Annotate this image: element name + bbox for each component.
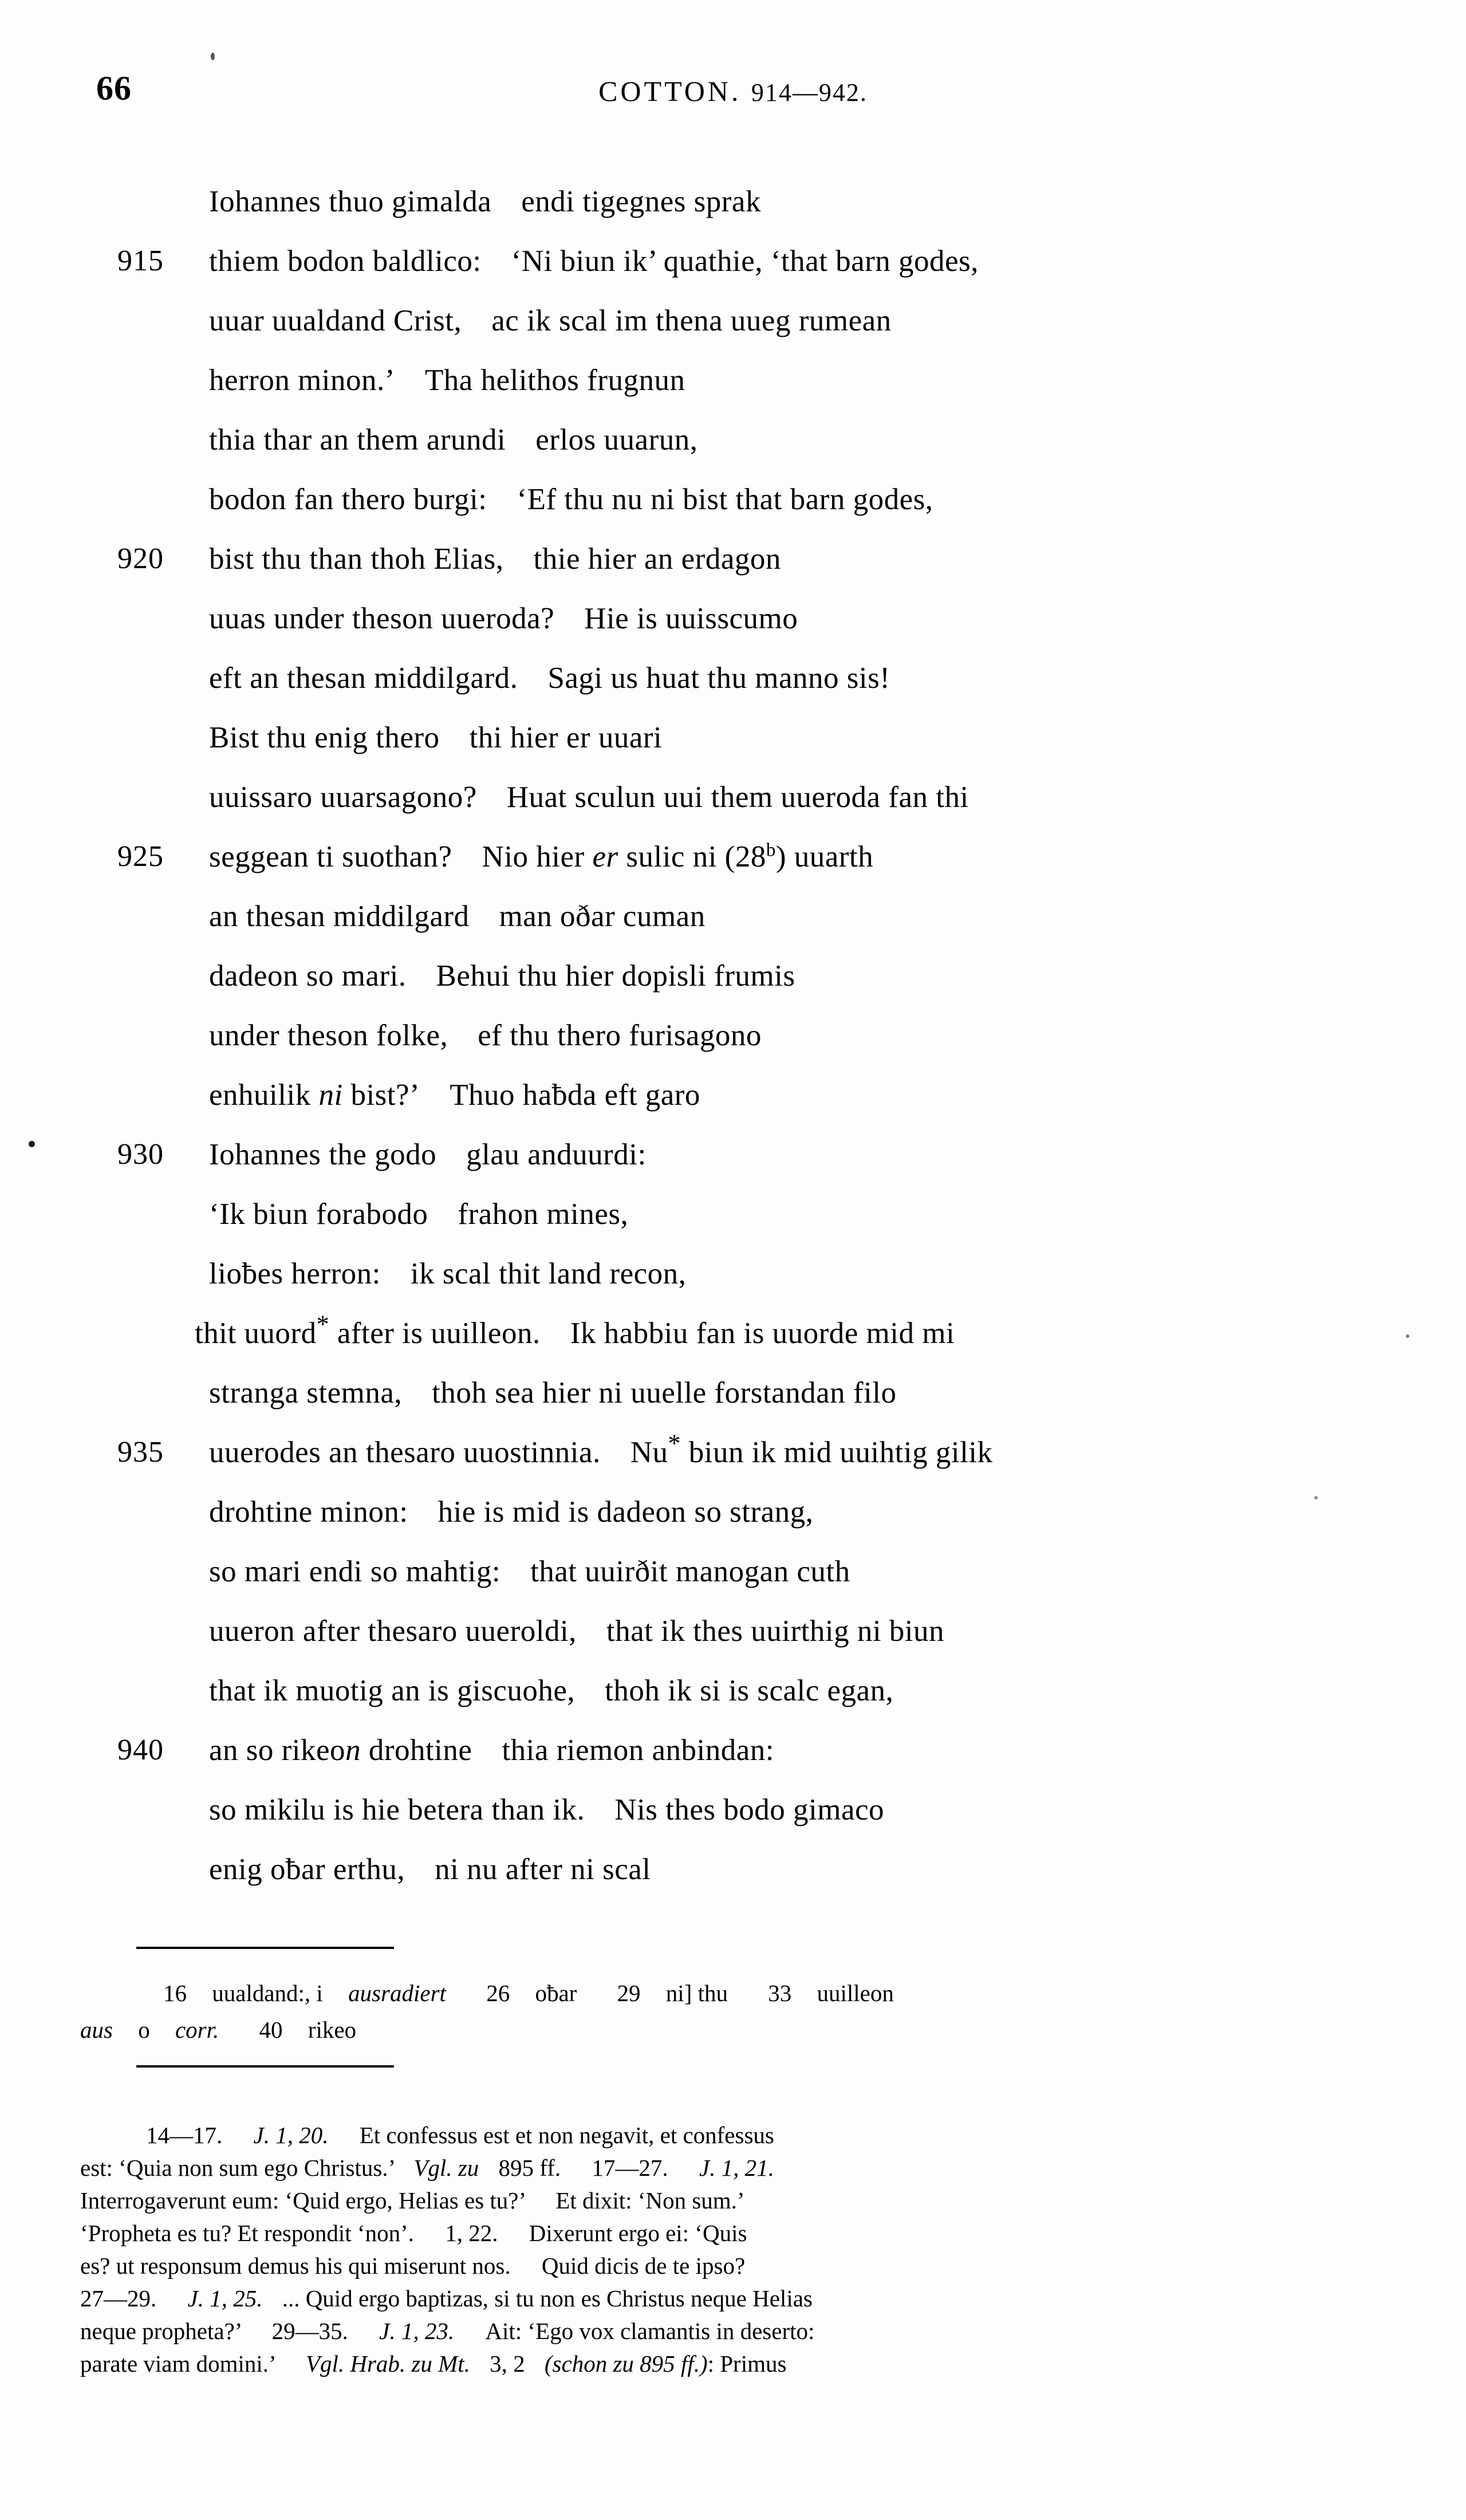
- verse-text: [209, 1006, 762, 1065]
- verse-half-a: thiem bodon baldlico:: [209, 245, 482, 278]
- commentary-line-6: [80, 2282, 1400, 2315]
- verse-line: [0, 767, 1466, 827]
- verse-line: [0, 887, 1466, 946]
- verse-half-a: drohtine minon:: [209, 1495, 408, 1529]
- verse-text: [209, 1720, 774, 1780]
- verse-text: [209, 946, 795, 1006]
- verse-half-b: Huat sculun uui them uueroda fan thi: [506, 781, 969, 814]
- verse-text: [209, 1661, 893, 1720]
- commentary-line-8: [80, 2348, 1400, 2380]
- verse-text: [209, 291, 892, 351]
- verse-text: [209, 351, 685, 410]
- commentary-latin-text-5: es? ut responsum demus his qui miserunt nos.: [80, 2253, 511, 2279]
- verse-half-a: so mari endi so mahtig:: [209, 1555, 501, 1588]
- verse-half-b: ‘Ef thu nu ni bist that barn godes,: [517, 483, 933, 516]
- verse-half-a: eft an thesan middilgard.: [209, 662, 518, 695]
- textual-apparatus: [80, 1975, 1397, 2048]
- verse-half-a: under theson folke,: [209, 1019, 448, 1052]
- verse-line: [0, 1601, 1466, 1661]
- commentary-divider-rule: [136, 2065, 394, 2068]
- verse-half-b: thie hier an erdagon: [533, 542, 781, 576]
- verse-line: [0, 1125, 1466, 1184]
- verse-half-a: Bist thu enig thero: [209, 721, 440, 754]
- verse-line: [0, 529, 1466, 589]
- commentary-schon-zu: (schon zu 895 ff.): [544, 2350, 708, 2377]
- verse-half-b: man oðar cuman: [499, 900, 706, 933]
- verse-half-b: ‘Ni biun ik’ quathie, ‘that barn godes,: [511, 245, 979, 278]
- commentary-latin-text-1: Et confessus est et non negavit, et confessus: [359, 2122, 774, 2148]
- verse-line: [0, 708, 1466, 767]
- verse-half-b: thoh ik si is scalc egan,: [605, 1674, 894, 1707]
- commentary-latin-text-4: ‘Propheta es tu? Et respondit ‘non’.: [80, 2220, 414, 2246]
- verse-line: [0, 1244, 1466, 1304]
- apparatus-note-aus: aus: [80, 2017, 113, 2043]
- commentary-vgl-ref: [499, 2155, 561, 2181]
- verse-line: [0, 648, 1466, 708]
- verse-half-a: thia thar an them arundi: [209, 423, 506, 456]
- verse-text: [209, 1482, 813, 1542]
- verse-half-a: an so rikeon drohtine: [209, 1734, 472, 1767]
- commentary-verse-ref-29-35: 29—35.: [271, 2318, 348, 2344]
- scan-speck-top: [211, 53, 215, 60]
- verse-line: [0, 1006, 1466, 1065]
- verse-half-a: uuar uualdand Crist,: [209, 304, 462, 337]
- verse-line: [0, 1482, 1466, 1542]
- commentary-verse-ref-27-29: 27—29.: [80, 2285, 157, 2312]
- apparatus-lemma-33: 33: [768, 1980, 792, 2006]
- verse-half-b: ni nu after ni scal: [435, 1853, 651, 1886]
- apparatus-line-2: [80, 2011, 1397, 2048]
- commentary-line-5: [80, 2250, 1400, 2282]
- verse-text: [209, 1065, 700, 1125]
- verse-half-a: thit uuord* after is uuilleon.: [195, 1310, 541, 1350]
- verse-half-b: Sagi us huat thu manno sis!: [547, 662, 890, 695]
- verse-line: [0, 1720, 1466, 1780]
- verse-line: [0, 1184, 1466, 1244]
- verse-text: [209, 767, 969, 827]
- apparatus-reading-16: uualdand:, i: [212, 1980, 323, 2006]
- verse-half-a: enhuilik ni bist?’: [209, 1078, 420, 1112]
- commentary-latin-text-3: Interrogaverunt eum: ‘Quid ergo, Helias es tu?’: [80, 2187, 525, 2214]
- commentary-bible-ref-1-22: 1, 22.: [445, 2220, 498, 2246]
- commentary-verse-ref-17-27: 17—27.: [592, 2155, 668, 2181]
- verse-half-a: bist thu than thoh Elias,: [209, 542, 504, 576]
- commentary-latin-text-8b: : Primus: [707, 2350, 787, 2377]
- commentary-bible-ref-j1-25: J. 1, 25.: [187, 2285, 263, 2312]
- verse-half-a: uuas under theson uueroda?: [209, 602, 555, 635]
- verse-half-b: Nis thes bodo gimaco: [614, 1793, 885, 1826]
- verse-half-a: Iohannes the godo: [209, 1138, 437, 1171]
- verse-text: [209, 410, 697, 470]
- verse-text: [209, 1125, 647, 1184]
- verse-text: [209, 648, 890, 708]
- commentary-latin-text-7b: Ait: ‘Ego vox clamantis in deserto:: [485, 2318, 815, 2344]
- page-number: 66: [96, 69, 132, 107]
- apparatus-note-corr: corr.: [175, 2017, 219, 2043]
- verse-text: [209, 887, 706, 946]
- verse-half-a: an thesan middilgard: [209, 900, 470, 933]
- verse-half-b: thia riemon anbindan:: [502, 1734, 775, 1767]
- verse-half-b: Ik habbiu fan is uuorde mid mi: [570, 1317, 955, 1350]
- verse-half-b: thoh sea hier ni uuelle forstandan filo: [432, 1376, 897, 1409]
- verse-half-a: that ik muotig an is giscuohe,: [209, 1674, 576, 1707]
- verse-half-b: Nio hier er sulic ni (28$^b$) uuarth: [482, 840, 874, 873]
- commentary-vgl-895ff: 895 ff.: [498, 2155, 561, 2181]
- verse-number: 935: [117, 1436, 164, 1468]
- running-head-title: [0, 74, 1466, 108]
- running-head: [0, 69, 1466, 120]
- verse-text: [209, 1423, 993, 1482]
- verse-line: [0, 231, 1466, 291]
- verse-text: [209, 1542, 850, 1601]
- verse-half-b: erlos uuarun,: [535, 423, 698, 456]
- verse-half-b: frahon mines,: [458, 1198, 629, 1231]
- commentary-line-7: [80, 2315, 1400, 2348]
- verse-line: [0, 172, 1466, 231]
- verse-text: [209, 589, 798, 648]
- verse-line: [0, 1661, 1466, 1720]
- verse-text: [195, 1304, 955, 1363]
- apparatus-note-ausradiert: ausradiert: [348, 1980, 446, 2006]
- verse-line: [0, 1363, 1466, 1423]
- apparatus-reading-40: rikeo: [308, 2017, 357, 2043]
- verse-half-b: hie is mid is dadeon so strang,: [438, 1495, 814, 1529]
- verse-half-b: endi tigegnes sprak: [521, 185, 761, 218]
- verse-number: 915: [117, 245, 164, 277]
- commentary-latin-text-4b: Dixerunt ergo ei: ‘Quis: [529, 2220, 747, 2246]
- verse-text: [209, 1780, 884, 1840]
- verse-half-a: bodon fan thero burgi:: [209, 483, 487, 516]
- verse-line: [0, 1065, 1466, 1125]
- commentary-line-3: [80, 2184, 1400, 2217]
- commentary-verse-ref-14-17: 14—17.: [146, 2122, 223, 2148]
- verse-half-b: Behui thu hier dopisli frumis: [436, 959, 795, 993]
- verse-half-b: ik scal thit land recon,: [410, 1257, 687, 1290]
- commentary-bible-ref-j1-23: J. 1, 23.: [379, 2318, 455, 2344]
- commentary-latin-text-7: neque propheta?’: [80, 2318, 241, 2344]
- apparatus-divider-rule: [136, 1947, 394, 1949]
- verse-half-a: herron minon.’: [209, 364, 395, 397]
- verse-half-a: enig oƀar erthu,: [209, 1853, 405, 1886]
- apparatus-reading-26: oƀar: [535, 1980, 577, 2006]
- verse-half-b: that uuirðit manogan cuth: [530, 1555, 850, 1588]
- apparatus-lemma-26: 26: [486, 1980, 510, 2006]
- apparatus-reading-33: uuilleon: [817, 1980, 894, 2006]
- verse-number: 930: [117, 1138, 164, 1171]
- commentary-latin-text-2: est: ‘Quia non sum ego Christus.’: [80, 2155, 395, 2181]
- verse-line: [0, 1423, 1466, 1482]
- verse-text: [209, 529, 781, 589]
- verse-half-b: thi hier er uuari: [469, 721, 663, 754]
- verse-block: [0, 172, 1466, 1899]
- verse-half-b: Nu* biun ik mid uuihtig gilik: [630, 1429, 993, 1469]
- verse-half-a: lioƀes herron:: [209, 1257, 381, 1290]
- verse-number: 920: [117, 542, 164, 575]
- verse-line: [0, 291, 1466, 351]
- apparatus-note-o: o: [138, 2017, 150, 2043]
- verse-half-b: glau anduurdi:: [466, 1138, 647, 1171]
- source-commentary: [80, 2119, 1400, 2380]
- apparatus-lemma-40: 40: [259, 2017, 283, 2043]
- commentary-hrab-ref: 3, 2: [490, 2350, 525, 2377]
- verse-half-a: stranga stemna,: [209, 1376, 403, 1409]
- verse-text: [209, 1244, 686, 1304]
- verse-half-b: that ik thes uuirthig ni biun: [606, 1615, 945, 1648]
- verse-line: [0, 470, 1466, 529]
- verse-text: [209, 1184, 628, 1244]
- apparatus-lemma-29: 29: [617, 1980, 641, 2006]
- verse-text: [209, 708, 662, 767]
- verse-number: 940: [117, 1734, 164, 1766]
- scan-speck-right: [1406, 1334, 1409, 1338]
- verse-line: [0, 827, 1466, 887]
- verse-half-b: ac ik scal im thena uueg rumean: [491, 304, 892, 337]
- commentary-bible-ref-j1-21: J. 1, 21.: [699, 2155, 774, 2181]
- verse-half-b: Tha helithos frugnun: [424, 364, 685, 397]
- verse-line: [0, 1840, 1466, 1899]
- verse-number: 925: [117, 840, 164, 873]
- verse-half-b: Hie is uuisscumo: [584, 602, 798, 635]
- commentary-vgl-zu: Vgl. zu: [413, 2155, 479, 2181]
- commentary-bible-ref-j1-20: J. 1, 20.: [253, 2122, 329, 2148]
- scan-speck-mid: [1314, 1496, 1318, 1499]
- verse-text: [209, 1601, 944, 1661]
- verse-line: [0, 1542, 1466, 1601]
- commentary-latin-text-8: parate viam domini.’: [80, 2350, 275, 2377]
- verse-half-a: uuissaro uuarsagono?: [209, 781, 477, 814]
- verse-text: [209, 231, 979, 291]
- commentary-latin-text-6: ... Quid ergo baptizas, si tu non es Christus neque Helias: [282, 2285, 813, 2312]
- verse-half-a: uueron after thesaro uueroldi,: [209, 1615, 577, 1648]
- verse-half-a: dadeon so mari.: [209, 959, 407, 993]
- apparatus-reading-29: ni] thu: [665, 1980, 728, 2006]
- verse-line: [0, 589, 1466, 648]
- verse-line: [0, 351, 1466, 410]
- running-head-verse-range: 914—942.: [751, 78, 868, 107]
- verse-half-a: ‘Ik biun forabodo: [209, 1198, 428, 1231]
- commentary-latin-text-3b: Et dixit: ‘Non sum.’: [555, 2187, 745, 2214]
- commentary-vgl-hrab: Vgl. Hrab. zu Mt.: [305, 2350, 470, 2377]
- verse-half-a: seggean ti suothan?: [209, 840, 452, 873]
- commentary-line-2: [80, 2152, 1400, 2184]
- verse-half-a: uuerodes an thesaro uuostinnia.: [209, 1436, 601, 1469]
- verse-text: [209, 827, 873, 887]
- verse-line: [0, 410, 1466, 470]
- verse-half-b: ef thu thero furisagono: [478, 1019, 762, 1052]
- verse-text: [209, 172, 761, 231]
- verse-line: [0, 1304, 1466, 1363]
- verse-half-a: Iohannes thuo gimalda: [209, 185, 492, 218]
- commentary-line-1: [80, 2119, 1400, 2152]
- verse-half-a: so mikilu is hie betera than ik.: [209, 1793, 585, 1826]
- verse-line: [0, 1780, 1466, 1840]
- verse-text: [209, 1363, 897, 1423]
- running-head-manuscript: COTTON.: [598, 75, 742, 107]
- verse-half-b: Thuo haƀda eft garo: [450, 1078, 700, 1112]
- commentary-latin-text-5b: Quid dicis de te ipso?: [541, 2253, 746, 2279]
- commentary-line-4: [80, 2217, 1400, 2250]
- verse-text: [209, 1840, 651, 1899]
- verse-line: [0, 946, 1466, 1006]
- scan-speck-margin: [29, 1141, 35, 1147]
- apparatus-lemma-16: 16: [163, 1980, 187, 2006]
- apparatus-line-1: [80, 1975, 1397, 2011]
- verse-text: [209, 470, 933, 529]
